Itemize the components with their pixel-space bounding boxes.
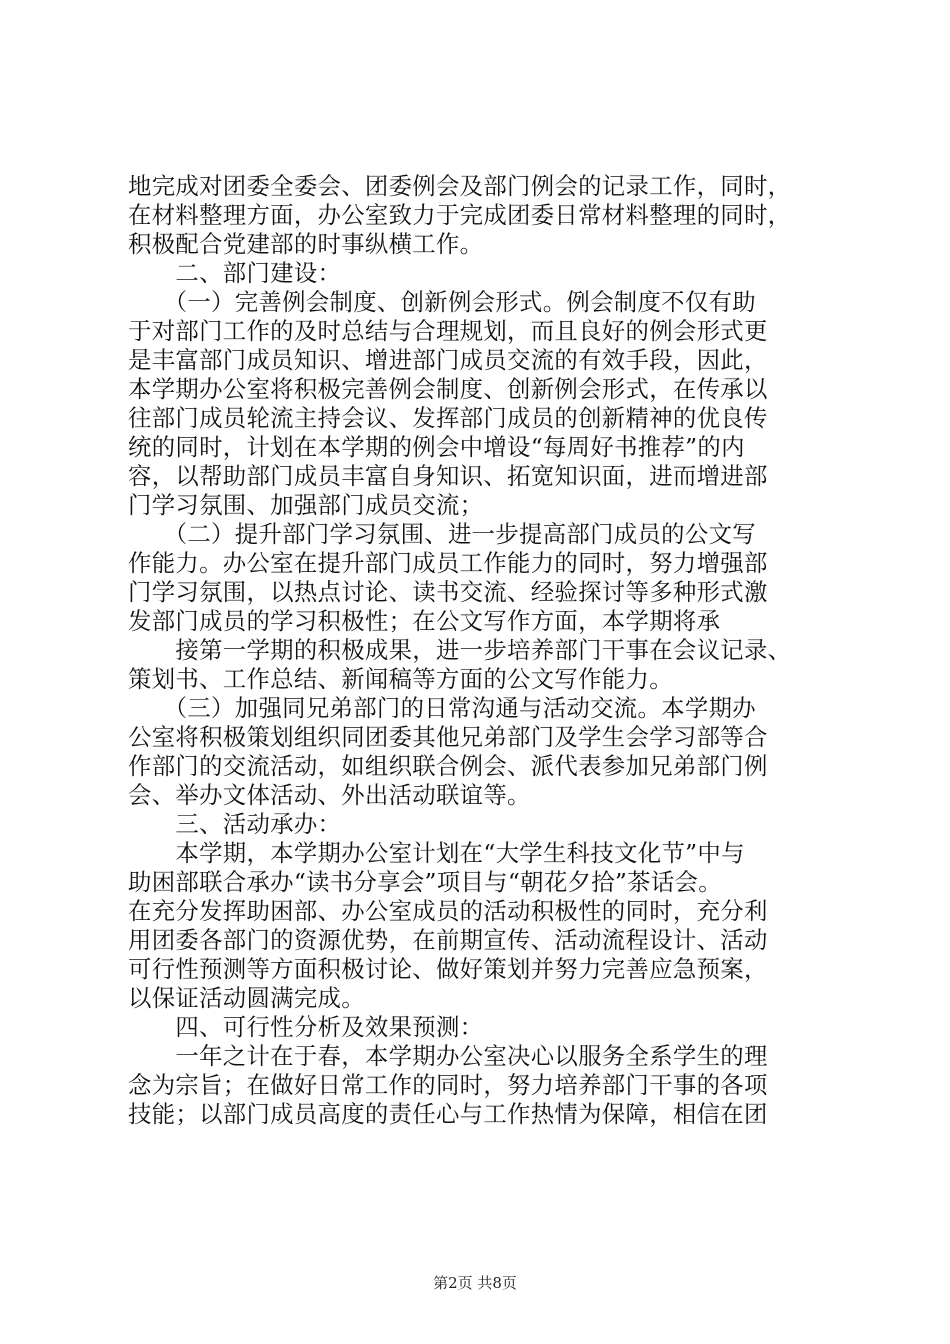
text-line: 地完成对团委全委会、团委例会及部门例会的记录工作，同时，: [128, 172, 792, 200]
text-line: 接第一学期的积极成果，进一步培养部门干事在会议记录、: [128, 636, 792, 664]
text-line: 本学期办公室将积极完善例会制度、创新例会形式，在传承以: [128, 375, 768, 403]
text-line: 公室将积极策划组织同团委其他兄弟部门及学生会学习部等合: [128, 723, 768, 751]
text-line: 在充分发挥助困部、办公室成员的活动积极性的同时，充分利: [128, 897, 768, 925]
text-line: 作部门的交流活动，如组织联合例会、派代表参加兄弟部门例: [128, 752, 768, 780]
page-number-footer: 第2页 共8页: [433, 1274, 517, 1292]
text-line: 以保证活动圆满完成。: [128, 984, 365, 1012]
text-line: 容，以帮助部门成员丰富自身知识、拓宽知识面，进而增进部: [128, 462, 768, 490]
text-line: 一年之计在于春，本学期办公室决心以服务全系学生的理: [128, 1042, 768, 1070]
document-body: [128, 172, 828, 1129]
section-heading: 三、活动承办：: [128, 810, 342, 838]
text-line: （一）完善例会制度、创新例会形式。例会制度不仅有助: [128, 288, 756, 316]
text-line: 技能；以部门成员高度的责任心与工作热情为保障，相信在团: [128, 1100, 768, 1128]
text-line: 门学习氛围，以热点讨论、读书交流、经验探讨等多种形式激: [128, 578, 768, 606]
text-line: 用团委各部门的资源优势，在前期宣传、活动流程设计、活动: [128, 926, 768, 954]
text-line: 往部门成员轮流主持会议、发挥部门成员的创新精神的优良传: [128, 404, 768, 432]
text-line: 统的同时，计划在本学期的例会中增设“每周好书推荐”的内: [128, 433, 745, 461]
text-line: 门学习氛围、加强部门成员交流；: [128, 491, 484, 519]
text-line: （二）提升部门学习氛围、进一步提高部门成员的公文写: [128, 520, 756, 548]
text-line: 会、举办文体活动、外出活动联谊等。: [128, 781, 531, 809]
text-line: 积极配合党建部的时事纵横工作。: [128, 230, 484, 258]
section-heading: 二、部门建设：: [128, 259, 342, 287]
text-line: 在材料整理方面，办公室致力于完成团委日常材料整理的同时，: [128, 201, 792, 229]
text-line: 可行性预测等方面积极讨论、做好策划并努力完善应急预案，: [128, 955, 768, 983]
text-line: 助困部联合承办“读书分享会”项目与“朝花夕拾”茶话会。: [128, 868, 722, 896]
text-line: 发部门成员的学习积极性；在公文写作方面，本学期将承: [128, 607, 721, 635]
section-heading: 四、可行性分析及效果预测：: [128, 1013, 484, 1041]
text-line: 于对部门工作的及时总结与合理规划，而且良好的例会形式更: [128, 317, 768, 345]
text-line: （三）加强同兄弟部门的日常沟通与活动交流。本学期办: [128, 694, 756, 722]
text-line: 策划书、工作总结、新闻稿等方面的公文写作能力。: [128, 665, 673, 693]
text-line: 念为宗旨；在做好日常工作的同时，努力培养部门干事的各项: [128, 1071, 768, 1099]
text-line: 本学期，本学期办公室计划在“大学生科技文化节”中与: [128, 839, 745, 867]
text-line: 是丰富部门成员知识、增进部门成员交流的有效手段，因此，: [128, 346, 768, 374]
text-line: 作能力。办公室在提升部门成员工作能力的同时，努力增强部: [128, 549, 768, 577]
